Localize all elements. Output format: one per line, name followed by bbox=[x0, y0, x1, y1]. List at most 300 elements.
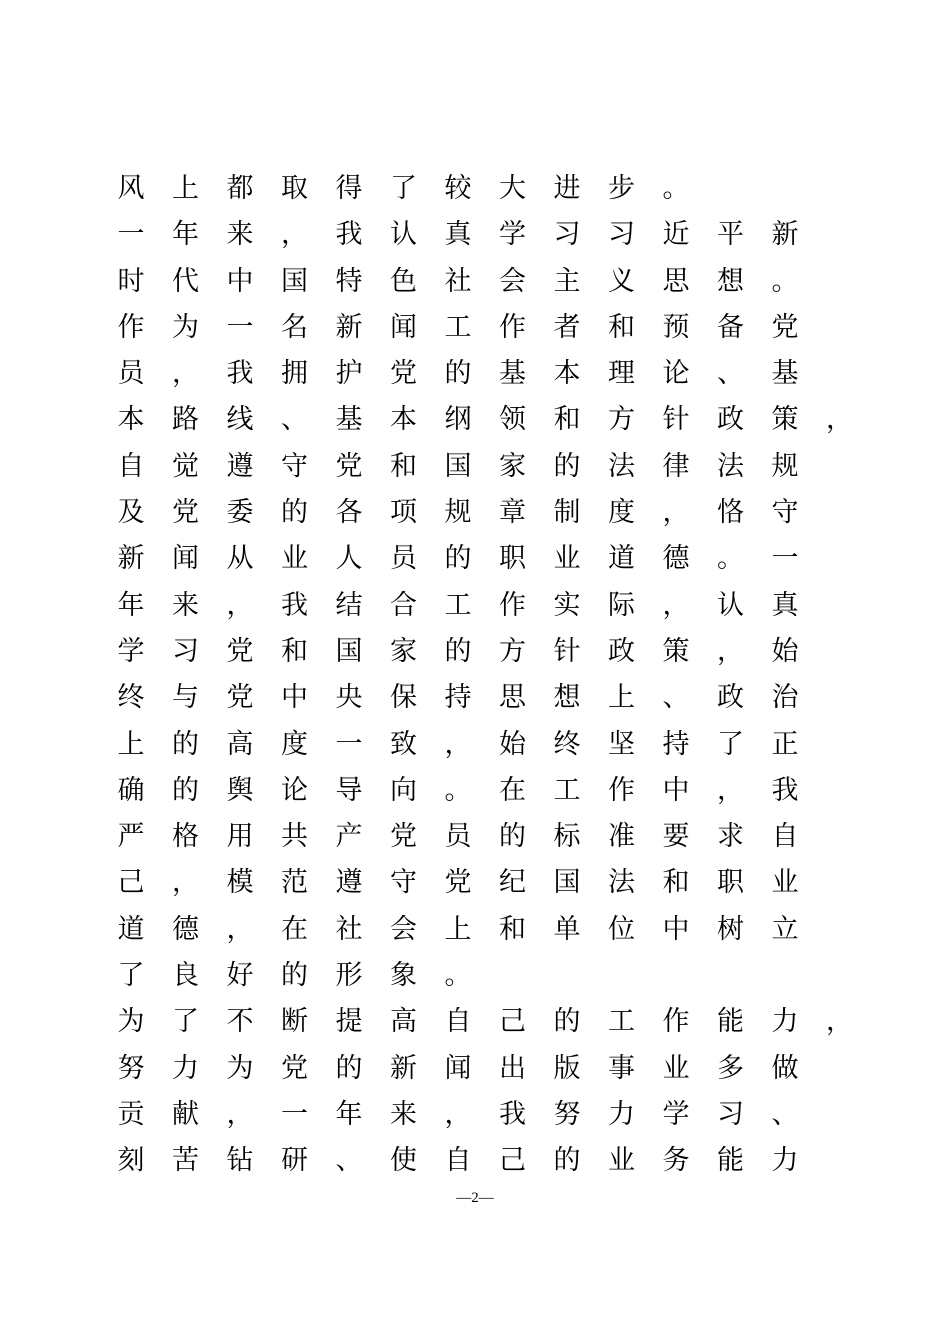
text-char: 习 bbox=[172, 635, 199, 667]
text-char: 与 bbox=[172, 682, 199, 714]
text-char: 上 bbox=[608, 682, 635, 714]
text-char: 恪 bbox=[717, 497, 744, 529]
text-char: 标 bbox=[553, 821, 581, 853]
text-char: 新 bbox=[117, 543, 145, 575]
text-char: 始 bbox=[499, 728, 526, 760]
text-char: 平 bbox=[717, 219, 744, 251]
text-char: 家 bbox=[390, 635, 417, 667]
text-char: ， bbox=[172, 358, 199, 390]
text-char: 针 bbox=[553, 635, 581, 667]
text-char: 员 bbox=[390, 543, 417, 575]
text-char: 基 bbox=[771, 358, 799, 390]
text-char: 立 bbox=[771, 913, 799, 945]
text-char: 高 bbox=[390, 1006, 417, 1038]
text-char: 习 bbox=[608, 219, 635, 251]
text-char: 党 bbox=[335, 450, 363, 482]
text-char: 线 bbox=[226, 404, 254, 436]
text-char: 单 bbox=[553, 913, 581, 945]
text-char: 得 bbox=[335, 173, 363, 204]
text-char: 会 bbox=[499, 265, 526, 297]
page-number: —2— bbox=[456, 1190, 494, 1206]
text-char: 国 bbox=[553, 867, 581, 899]
text-char: 力 bbox=[771, 1006, 799, 1038]
text-char: 习 bbox=[717, 1098, 744, 1130]
text-char: 的 bbox=[172, 774, 199, 806]
text-char: 己 bbox=[499, 1145, 526, 1177]
text-char: 来 bbox=[172, 589, 199, 621]
text-char: 中 bbox=[662, 774, 690, 806]
text-char: 名 bbox=[281, 311, 308, 343]
text-char: 主 bbox=[553, 265, 581, 297]
text-char: 共 bbox=[281, 821, 308, 853]
text-char: 及 bbox=[117, 497, 145, 529]
text-char: 要 bbox=[662, 821, 690, 853]
text-line bbox=[117, 860, 863, 906]
text-line bbox=[117, 629, 863, 675]
text-char: 的 bbox=[281, 497, 308, 529]
text-char: ， bbox=[172, 867, 199, 899]
text-char: 范 bbox=[281, 867, 308, 899]
text-char: 新 bbox=[390, 1052, 417, 1084]
text-char: 和 bbox=[662, 867, 690, 899]
text-char: 力 bbox=[172, 1052, 199, 1084]
text-char: 规 bbox=[444, 497, 472, 529]
text-char: 会 bbox=[390, 913, 417, 945]
text-line bbox=[117, 351, 863, 397]
text-char: 合 bbox=[390, 589, 417, 621]
text-char: 职 bbox=[499, 543, 526, 575]
text-char: ， bbox=[662, 589, 690, 621]
text-char: 工 bbox=[444, 311, 472, 343]
text-char: 闻 bbox=[390, 311, 417, 343]
text-line bbox=[117, 259, 863, 305]
text-char: 闻 bbox=[172, 543, 199, 575]
text-char: 学 bbox=[117, 635, 145, 667]
text-char: 认 bbox=[717, 589, 744, 621]
text-char: 家 bbox=[499, 450, 526, 482]
text-char: 作 bbox=[608, 774, 635, 806]
text-char: 制 bbox=[553, 497, 581, 529]
text-char: 备 bbox=[717, 311, 744, 343]
text-char: 国 bbox=[281, 265, 308, 297]
text-char: 刻 bbox=[117, 1145, 145, 1177]
text-char: 在 bbox=[281, 913, 308, 945]
text-char: 年 bbox=[335, 1098, 363, 1130]
text-char: ， bbox=[717, 774, 744, 806]
text-char: 都 bbox=[226, 173, 254, 204]
text-char: 努 bbox=[553, 1098, 581, 1130]
text-char: 来 bbox=[226, 219, 254, 251]
text-char: 好 bbox=[226, 960, 254, 992]
text-char: 国 bbox=[444, 450, 472, 482]
text-char: 认 bbox=[390, 219, 417, 251]
text-char: 持 bbox=[444, 682, 472, 714]
text-char: 规 bbox=[771, 450, 799, 482]
text-char: 己 bbox=[117, 867, 145, 899]
text-char: 自 bbox=[771, 821, 799, 853]
text-char: 一 bbox=[281, 1098, 308, 1130]
text-char: 护 bbox=[335, 358, 363, 390]
text-char: 际 bbox=[608, 589, 635, 621]
text-char: 政 bbox=[717, 682, 744, 714]
text-char: 。 bbox=[771, 265, 799, 297]
text-line bbox=[117, 907, 863, 953]
text-line bbox=[117, 1092, 863, 1138]
text-char: 德 bbox=[172, 913, 199, 945]
text-line bbox=[117, 768, 863, 814]
text-char: 论 bbox=[662, 358, 690, 390]
text-char: 研 bbox=[281, 1145, 308, 1177]
text-char: 度 bbox=[608, 497, 635, 529]
text-char: ， bbox=[826, 1006, 853, 1038]
text-char: 的 bbox=[553, 1006, 581, 1038]
text-char: 一 bbox=[771, 543, 799, 575]
text-char: 模 bbox=[226, 867, 254, 899]
text-char: 道 bbox=[608, 543, 635, 575]
text-char: 进 bbox=[553, 173, 581, 204]
text-char: 在 bbox=[499, 774, 526, 806]
text-char: 了 bbox=[717, 728, 744, 760]
text-char: 持 bbox=[662, 728, 690, 760]
text-char: 政 bbox=[717, 404, 744, 436]
text-char: ， bbox=[444, 1098, 472, 1130]
text-char: 本 bbox=[117, 404, 145, 436]
text-char: ， bbox=[717, 635, 744, 667]
text-char: 、 bbox=[717, 358, 744, 390]
text-char: ， bbox=[444, 728, 472, 760]
text-char: 形 bbox=[335, 960, 363, 992]
text-char: 。 bbox=[444, 960, 472, 992]
text-char: 自 bbox=[444, 1145, 472, 1177]
text-char: 觉 bbox=[172, 450, 199, 482]
text-char: 和 bbox=[390, 450, 417, 482]
text-char: 从 bbox=[226, 543, 254, 575]
text-char: 章 bbox=[499, 497, 526, 529]
text-line bbox=[117, 490, 863, 536]
text-char: 路 bbox=[172, 404, 199, 436]
text-char: 格 bbox=[172, 821, 199, 853]
text-char: 献 bbox=[172, 1098, 199, 1130]
text-char: ， bbox=[662, 497, 690, 529]
text-char: 向 bbox=[390, 774, 417, 806]
text-char: 真 bbox=[444, 219, 472, 251]
text-char: 的 bbox=[335, 1052, 363, 1084]
text-char: 我 bbox=[771, 774, 799, 806]
text-char: 项 bbox=[390, 497, 417, 529]
text-char: 了 bbox=[172, 1006, 199, 1038]
text-line bbox=[117, 305, 863, 351]
text-char: 法 bbox=[608, 867, 635, 899]
text-char: 论 bbox=[281, 774, 308, 806]
text-char: 我 bbox=[226, 358, 254, 390]
text-char: 能 bbox=[717, 1006, 744, 1038]
text-char: 求 bbox=[717, 821, 744, 853]
text-char: 纪 bbox=[499, 867, 526, 899]
text-char: 了 bbox=[117, 960, 145, 992]
text-char: 委 bbox=[226, 497, 254, 529]
text-char: 近 bbox=[662, 219, 690, 251]
text-char: 各 bbox=[335, 497, 363, 529]
text-char: 事 bbox=[608, 1052, 635, 1084]
text-char: 步 bbox=[608, 173, 635, 204]
text-char: 取 bbox=[281, 173, 308, 204]
text-char: 上 bbox=[444, 913, 472, 945]
text-char: 遵 bbox=[335, 867, 363, 899]
text-char: ， bbox=[281, 219, 308, 251]
text-char: 者 bbox=[553, 311, 581, 343]
text-char: 职 bbox=[717, 867, 744, 899]
text-char: 的 bbox=[499, 821, 526, 853]
text-char: 上 bbox=[172, 173, 199, 204]
text-char: 的 bbox=[444, 358, 472, 390]
text-char: 基 bbox=[499, 358, 526, 390]
text-char: 社 bbox=[444, 265, 472, 297]
text-char: 业 bbox=[662, 1052, 690, 1084]
text-char: 中 bbox=[662, 913, 690, 945]
text-char: 和 bbox=[553, 404, 581, 436]
text-line bbox=[117, 444, 863, 490]
text-char: 多 bbox=[717, 1052, 744, 1084]
text-char: 学 bbox=[662, 1098, 690, 1130]
text-char: 方 bbox=[499, 635, 526, 667]
text-char: 守 bbox=[771, 497, 799, 529]
text-char: 中 bbox=[226, 265, 254, 297]
text-char: 作 bbox=[499, 311, 526, 343]
text-char: 。 bbox=[662, 173, 690, 204]
text-char: 上 bbox=[117, 728, 145, 760]
text-char: 较 bbox=[444, 173, 472, 204]
text-char: 纲 bbox=[444, 404, 472, 436]
text-char: 党 bbox=[172, 497, 199, 529]
text-char: 。 bbox=[717, 543, 744, 575]
text-char: 业 bbox=[608, 1145, 635, 1177]
text-char: 特 bbox=[335, 265, 363, 297]
text-char: 来 bbox=[390, 1098, 417, 1130]
text-char: 律 bbox=[662, 450, 690, 482]
text-char: 拥 bbox=[281, 358, 308, 390]
text-char: 用 bbox=[226, 821, 254, 853]
text-char: 国 bbox=[335, 635, 363, 667]
text-char: 做 bbox=[771, 1052, 799, 1084]
text-char: 党 bbox=[226, 635, 254, 667]
text-char: 保 bbox=[390, 682, 417, 714]
text-char: 、 bbox=[335, 1145, 363, 1177]
text-char: 代 bbox=[172, 265, 199, 297]
text-char: 新 bbox=[771, 219, 799, 251]
text-char: 我 bbox=[281, 589, 308, 621]
text-char: 良 bbox=[172, 960, 199, 992]
text-line bbox=[117, 536, 863, 582]
text-line bbox=[117, 814, 863, 860]
text-char: 结 bbox=[335, 589, 363, 621]
text-char: 自 bbox=[117, 450, 145, 482]
text-char: 始 bbox=[771, 635, 799, 667]
text-char: 方 bbox=[608, 404, 635, 436]
text-char: 德 bbox=[662, 543, 690, 575]
text-char: 治 bbox=[771, 682, 799, 714]
text-char: 政 bbox=[608, 635, 635, 667]
text-char: 正 bbox=[771, 728, 799, 760]
text-char: 贡 bbox=[117, 1098, 145, 1130]
text-char: 象 bbox=[390, 960, 417, 992]
text-char: 不 bbox=[226, 1006, 254, 1038]
text-char: 时 bbox=[117, 265, 145, 297]
text-char: 法 bbox=[608, 450, 635, 482]
text-char: 大 bbox=[499, 173, 526, 204]
text-char: 、 bbox=[771, 1098, 799, 1130]
text-char: 和 bbox=[499, 913, 526, 945]
text-char: 守 bbox=[281, 450, 308, 482]
text-char: 遵 bbox=[226, 450, 254, 482]
text-char: 终 bbox=[117, 682, 145, 714]
text-char: 央 bbox=[335, 682, 363, 714]
text-char: 、 bbox=[281, 404, 308, 436]
text-char: 和 bbox=[608, 311, 635, 343]
text-char: ， bbox=[226, 913, 254, 945]
text-char: 理 bbox=[608, 358, 635, 390]
text-char: 努 bbox=[117, 1052, 145, 1084]
text-char: 守 bbox=[390, 867, 417, 899]
text-char: 的 bbox=[172, 728, 199, 760]
text-char: 年 bbox=[117, 589, 145, 621]
text-char: ， bbox=[826, 404, 853, 436]
text-char: 为 bbox=[226, 1052, 254, 1084]
text-line bbox=[117, 999, 863, 1045]
text-char: 一 bbox=[335, 728, 363, 760]
text-char: 党 bbox=[444, 867, 472, 899]
text-char: 业 bbox=[771, 867, 799, 899]
text-char: ， bbox=[226, 1098, 254, 1130]
text-line bbox=[117, 953, 863, 999]
text-char: 工 bbox=[553, 774, 581, 806]
text-char: 党 bbox=[390, 358, 417, 390]
text-char: 自 bbox=[444, 1006, 472, 1038]
text-char: 学 bbox=[499, 219, 526, 251]
text-char: 了 bbox=[390, 173, 417, 204]
text-char: 想 bbox=[717, 265, 744, 297]
text-char: 领 bbox=[499, 404, 526, 436]
text-char: 作 bbox=[499, 589, 526, 621]
text-char: 、 bbox=[662, 682, 690, 714]
text-char: 坚 bbox=[608, 728, 635, 760]
text-char: 道 bbox=[117, 913, 145, 945]
text-line bbox=[117, 722, 863, 768]
text-line bbox=[117, 397, 863, 443]
text-char: 位 bbox=[608, 913, 635, 945]
text-char: 的 bbox=[281, 960, 308, 992]
text-char: 色 bbox=[390, 265, 417, 297]
text-char: 版 bbox=[553, 1052, 581, 1084]
text-char: 钻 bbox=[226, 1145, 254, 1177]
text-line bbox=[117, 212, 863, 258]
text-char: 真 bbox=[771, 589, 799, 621]
text-line bbox=[117, 1046, 863, 1092]
text-char: 导 bbox=[335, 774, 363, 806]
text-char: 工 bbox=[608, 1006, 635, 1038]
text-char: 和 bbox=[281, 635, 308, 667]
text-char: 力 bbox=[608, 1098, 635, 1130]
text-char: 的 bbox=[444, 635, 472, 667]
text-char: 基 bbox=[335, 404, 363, 436]
text-char: 预 bbox=[662, 311, 690, 343]
text-char: 作 bbox=[662, 1006, 690, 1038]
text-char: 严 bbox=[117, 821, 145, 853]
text-char: 。 bbox=[444, 774, 472, 806]
text-char: 实 bbox=[553, 589, 581, 621]
text-char: 断 bbox=[281, 1006, 308, 1038]
text-char: 树 bbox=[717, 913, 744, 945]
text-char: 的 bbox=[444, 543, 472, 575]
text-char: 为 bbox=[117, 1006, 145, 1038]
text-char: 己 bbox=[499, 1006, 526, 1038]
text-char: ， bbox=[226, 589, 254, 621]
text-char: 想 bbox=[553, 682, 581, 714]
text-char: 业 bbox=[281, 543, 308, 575]
text-line bbox=[117, 1138, 863, 1184]
text-char: 策 bbox=[662, 635, 690, 667]
text-char: 确 bbox=[117, 774, 145, 806]
text-char: 本 bbox=[390, 404, 417, 436]
text-char: 苦 bbox=[172, 1145, 199, 1177]
text-char: 使 bbox=[390, 1145, 417, 1177]
text-char: 工 bbox=[444, 589, 472, 621]
text-char: 党 bbox=[281, 1052, 308, 1084]
text-char: 党 bbox=[226, 682, 254, 714]
text-char: 针 bbox=[662, 404, 690, 436]
text-line bbox=[117, 583, 863, 629]
text-char: 一 bbox=[226, 311, 254, 343]
text-char: 的 bbox=[553, 450, 581, 482]
text-char: 的 bbox=[553, 1145, 581, 1177]
text-line bbox=[117, 675, 863, 721]
text-char: 法 bbox=[717, 450, 744, 482]
text-char: 高 bbox=[226, 728, 254, 760]
text-char: 度 bbox=[281, 728, 308, 760]
text-char: 舆 bbox=[226, 774, 254, 806]
body-text bbox=[117, 166, 863, 1185]
text-char: 义 bbox=[608, 265, 635, 297]
text-char: 终 bbox=[553, 728, 581, 760]
text-char: 闻 bbox=[444, 1052, 472, 1084]
text-char: 产 bbox=[335, 821, 363, 853]
text-char: 致 bbox=[390, 728, 417, 760]
text-char: 作 bbox=[117, 311, 145, 343]
text-char: 业 bbox=[553, 543, 581, 575]
text-char: 力 bbox=[771, 1145, 799, 1177]
text-char: 我 bbox=[499, 1098, 526, 1130]
text-char: 人 bbox=[335, 543, 363, 575]
text-char: 本 bbox=[553, 358, 581, 390]
text-char: 风 bbox=[117, 173, 145, 204]
text-char: 准 bbox=[608, 821, 635, 853]
text-char: 一 bbox=[117, 219, 145, 251]
text-char: 习 bbox=[553, 219, 581, 251]
text-char: 党 bbox=[390, 821, 417, 853]
text-char: 出 bbox=[499, 1052, 526, 1084]
text-char: 能 bbox=[717, 1145, 744, 1177]
text-char: 社 bbox=[335, 913, 363, 945]
text-char: 思 bbox=[662, 265, 690, 297]
text-char: 务 bbox=[662, 1145, 690, 1177]
text-char: 策 bbox=[771, 404, 799, 436]
text-char: 为 bbox=[172, 311, 199, 343]
text-char: 我 bbox=[335, 219, 363, 251]
text-char: 员 bbox=[117, 358, 145, 390]
text-char: 党 bbox=[771, 311, 799, 343]
text-char: 提 bbox=[335, 1006, 363, 1038]
text-char: 思 bbox=[499, 682, 526, 714]
text-char: 中 bbox=[281, 682, 308, 714]
